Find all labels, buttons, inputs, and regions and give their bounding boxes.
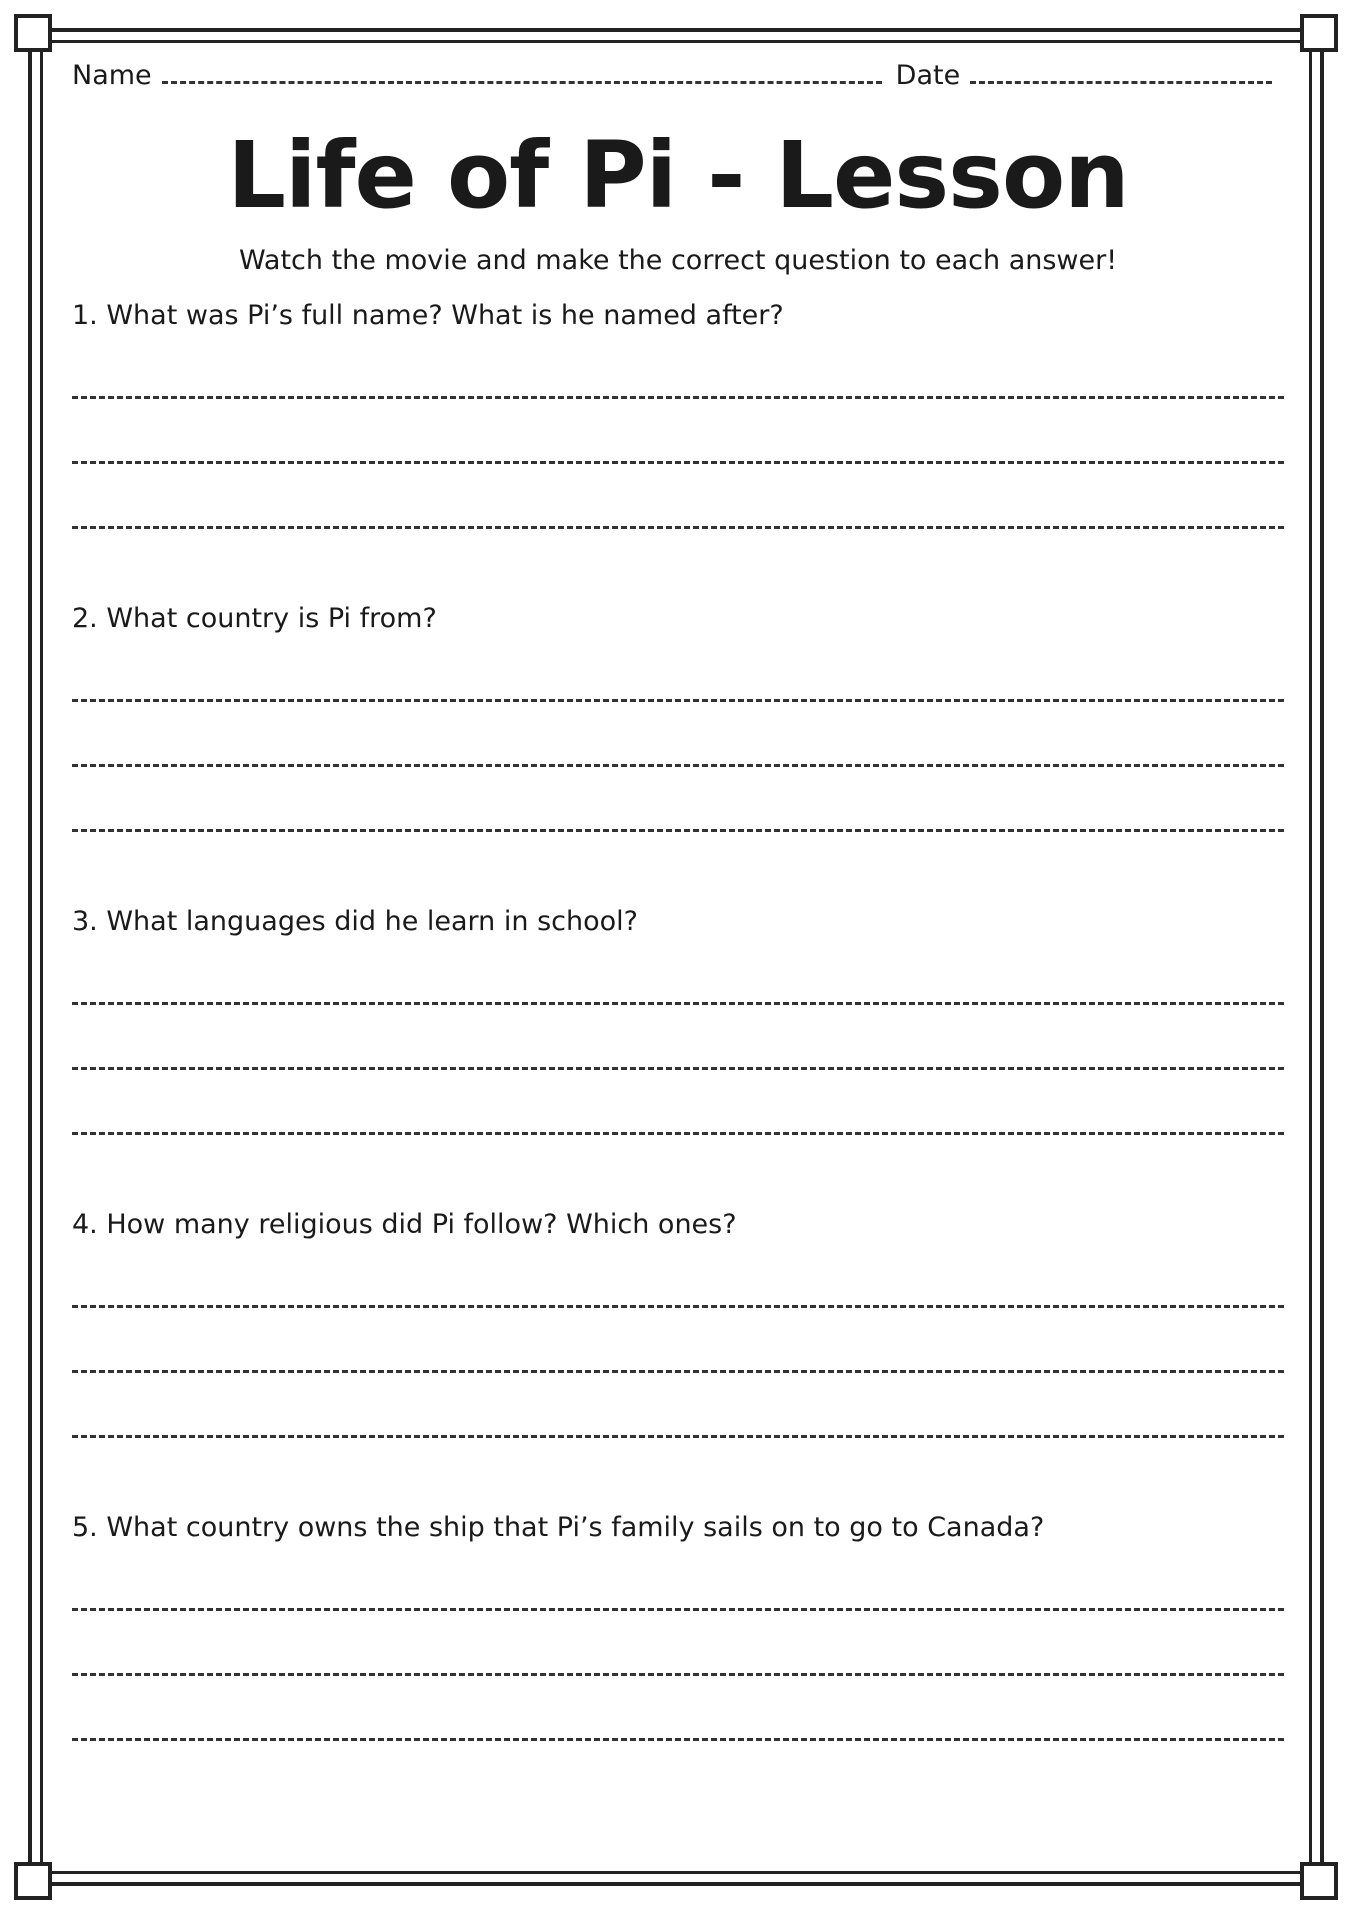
answer-line[interactable] <box>72 1673 1284 1676</box>
date-label: Date <box>895 60 961 91</box>
header-row <box>72 60 1284 106</box>
question-label: 4. How many religious did Pi follow? Which ones? <box>72 1209 737 1240</box>
question-label: 5. What country owns the ship that Pi’s family sails on to go to Canada? <box>72 1512 1045 1543</box>
corner-square-bottom-left <box>14 1862 52 1900</box>
question-2 <box>72 601 1284 884</box>
date-field[interactable] <box>970 61 1272 84</box>
question-5 <box>72 1510 1284 1741</box>
answer-line[interactable] <box>72 1608 1284 1611</box>
answer-line[interactable] <box>72 1002 1284 1005</box>
answer-line[interactable] <box>72 1738 1284 1741</box>
question-4 <box>72 1207 1284 1490</box>
answer-line[interactable] <box>72 1370 1284 1373</box>
answer-line[interactable] <box>72 1067 1284 1070</box>
answer-line[interactable] <box>72 699 1284 702</box>
question-3 <box>72 904 1284 1187</box>
question-label: 2. What country is Pi from? <box>72 603 437 634</box>
corner-square-top-right <box>1300 14 1338 52</box>
corner-square-bottom-right <box>1300 1862 1338 1900</box>
question-label: 3. What languages did he learn in school? <box>72 906 638 937</box>
answer-line[interactable] <box>72 764 1284 767</box>
question-1 <box>72 298 1284 581</box>
answer-line[interactable] <box>72 396 1284 399</box>
name-label: Name <box>72 60 152 91</box>
name-field[interactable] <box>162 61 882 84</box>
answer-line[interactable] <box>72 461 1284 464</box>
answer-line[interactable] <box>72 1305 1284 1308</box>
page-title: Life of Pi - Lesson <box>227 122 1129 229</box>
worksheet-content <box>72 60 1284 1741</box>
instructions: Watch the movie and make the correct question to each answer! <box>238 245 1118 276</box>
corner-square-top-left <box>14 14 52 52</box>
question-label: 1. What was Pi’s full name? What is he named after? <box>72 300 784 331</box>
